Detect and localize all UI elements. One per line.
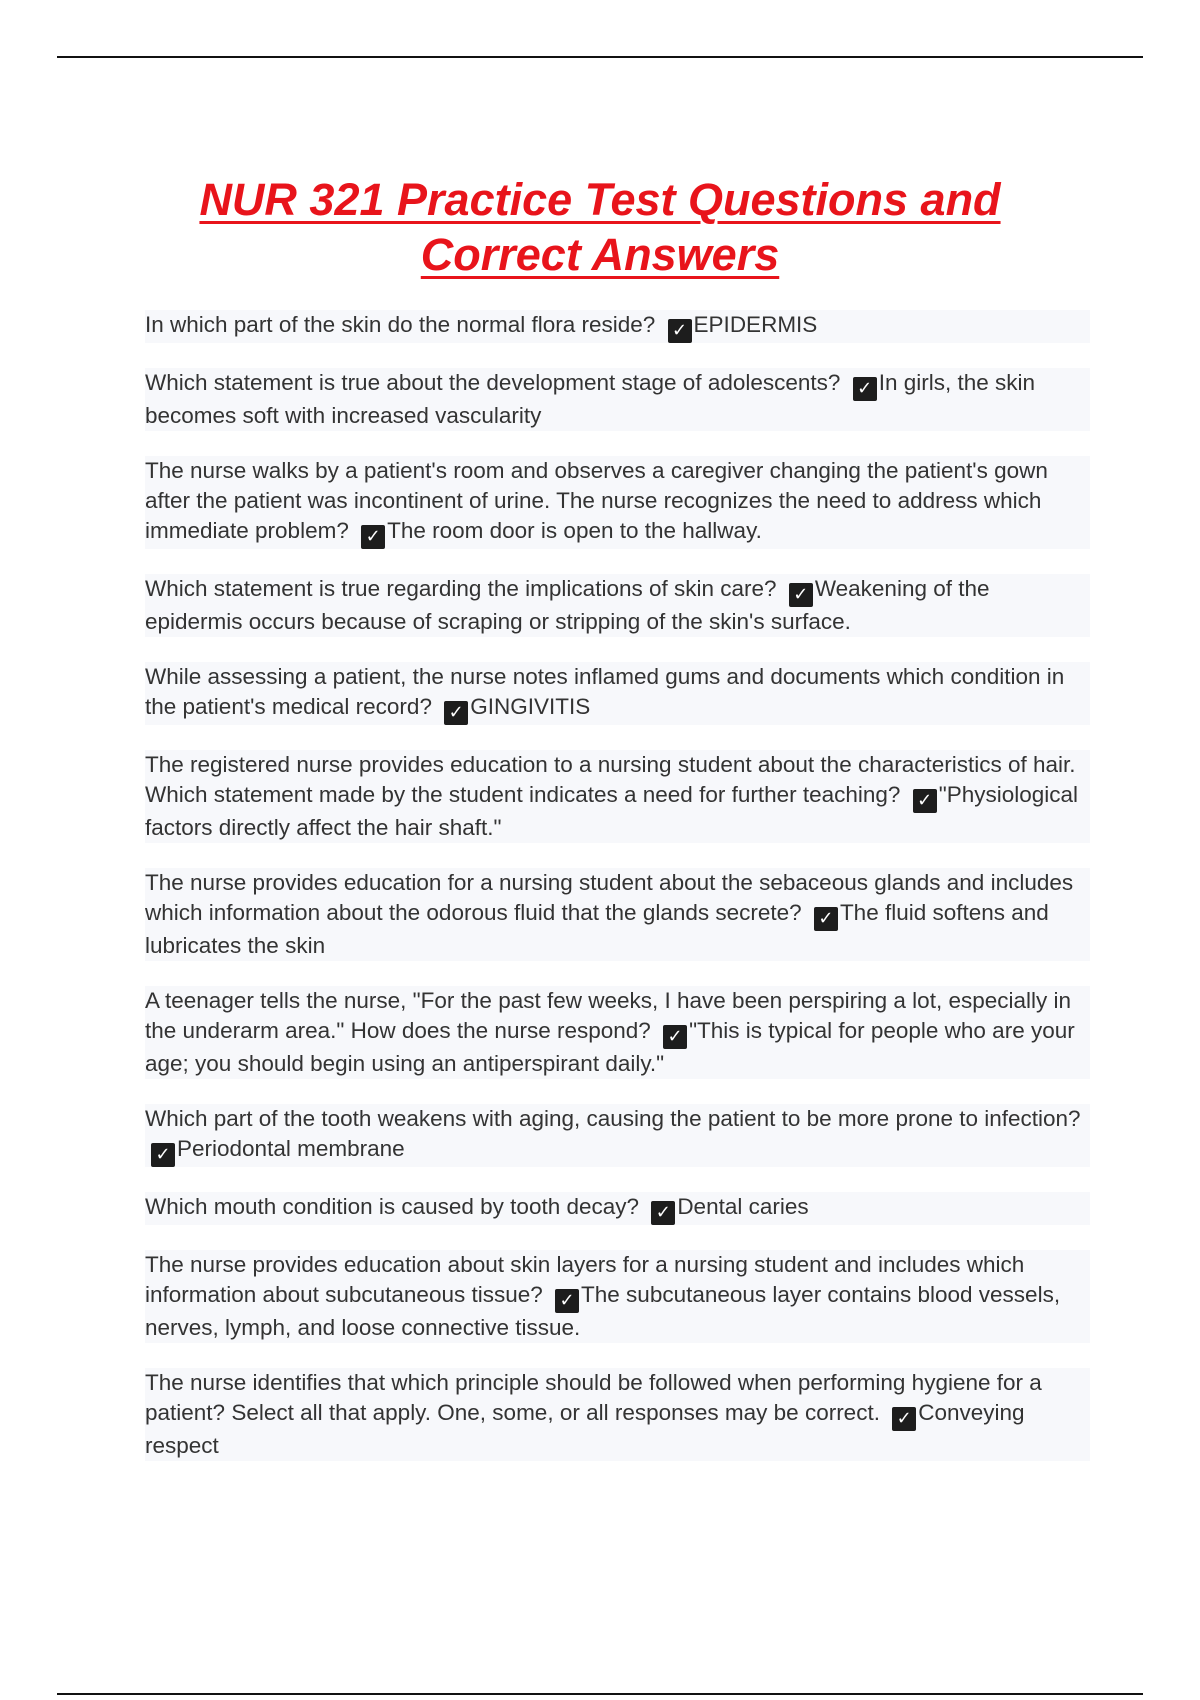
- title-line-2: Correct Answers: [420, 229, 780, 280]
- question-text: Which mouth condition is caused by tooth decay?: [145, 1194, 640, 1219]
- check-box-icon: ✓: [853, 377, 877, 401]
- check-box-icon: ✓: [913, 789, 937, 813]
- check-box-icon: ✓: [444, 701, 468, 725]
- page-title: [120, 172, 1080, 282]
- qa-item: [145, 1368, 1090, 1461]
- bottom-rule: [57, 1693, 1143, 1695]
- answer-text: The subcutaneous layer contains blood vessels, nerves, lymph, and loose connective tissue.: [145, 1282, 1061, 1340]
- check-box-icon: ✓: [151, 1143, 175, 1167]
- answer-text: In girls, the skin becomes soft with increased vascularity: [145, 370, 1036, 428]
- check-box-icon: ✓: [814, 907, 838, 931]
- answer-text: Conveying respect: [145, 1400, 1025, 1458]
- qa-item: [145, 368, 1090, 431]
- check-box-icon: ✓: [651, 1201, 675, 1225]
- check-box-icon: ✓: [789, 583, 813, 607]
- qa-list: [145, 310, 1090, 1486]
- answer-text: The room door is open to the hallway.: [387, 518, 762, 543]
- answer-text: The fluid softens and lubricates the skin: [145, 900, 1049, 958]
- qa-item: [145, 986, 1090, 1079]
- question-text: Which part of the tooth weakens with aging, causing the patient to be more prone to infection?: [145, 1106, 1081, 1131]
- check-box-icon: ✓: [663, 1025, 687, 1049]
- qa-item: [145, 868, 1090, 961]
- qa-item: [145, 456, 1090, 549]
- check-box-icon: ✓: [555, 1289, 579, 1313]
- check-box-icon: ✓: [668, 319, 692, 343]
- qa-item: [145, 1104, 1090, 1167]
- top-rule: [57, 56, 1143, 58]
- question-text: Which statement is true regarding the implications of skin care?: [145, 576, 777, 601]
- answer-text: Periodontal membrane: [177, 1136, 405, 1161]
- question-text: The nurse walks by a patient's room and observes a caregiver changing the patient's gown after the patient was incontinent of urine. The nurse recognizes the need to address which immediate problem?: [145, 458, 1048, 543]
- answer-text: "This is typical for people who are your age; you should begin using an antiperspirant daily.": [145, 1018, 1075, 1076]
- question-text: The nurse provides education for a nursing student about the sebaceous glands and includes which information about the odorous fluid that the glands secrete?: [145, 870, 1074, 925]
- answer-text: Weakening of the epidermis occurs because of scraping or stripping of the skin's surface.: [145, 576, 990, 634]
- qa-item: [145, 1250, 1090, 1343]
- answer-text: EPIDERMIS: [693, 312, 818, 337]
- question-text: The registered nurse provides education to a nursing student about the characteristics of hair. Which statement made by the student indicates a need for further teaching?: [145, 752, 1076, 807]
- question-text: Which statement is true about the development stage of adolescents?: [145, 370, 841, 395]
- question-text: The nurse provides education about skin layers for a nursing student and includes which information about subcutaneous tissue?: [145, 1252, 1025, 1307]
- qa-item: [145, 310, 1090, 343]
- answer-text: Dental caries: [677, 1194, 809, 1219]
- answer-text: "Physiological factors directly affect the hair shaft.": [145, 782, 1079, 840]
- question-text: While assessing a patient, the nurse notes inflamed gums and documents which condition in the patient's medical record?: [145, 664, 1065, 719]
- qa-item: [145, 750, 1090, 843]
- check-box-icon: ✓: [892, 1407, 916, 1431]
- qa-item: [145, 662, 1090, 725]
- question-text: A teenager tells the nurse, "For the past few weeks, I have been perspiring a lot, especially in the underarm area." How does the nurse respond?: [145, 988, 1072, 1043]
- qa-item: [145, 574, 1090, 637]
- answer-text: GINGIVITIS: [470, 694, 591, 719]
- question-text: In which part of the skin do the normal flora reside?: [145, 312, 656, 337]
- qa-item: [145, 1192, 1090, 1225]
- question-text: The nurse identifies that which principle should be followed when performing hygiene for a patient? Select all that apply. One, some, or all responses may be correct.: [145, 1370, 1042, 1425]
- title-line-1: NUR 321 Practice Test Questions and: [199, 174, 1001, 225]
- check-box-icon: ✓: [361, 525, 385, 549]
